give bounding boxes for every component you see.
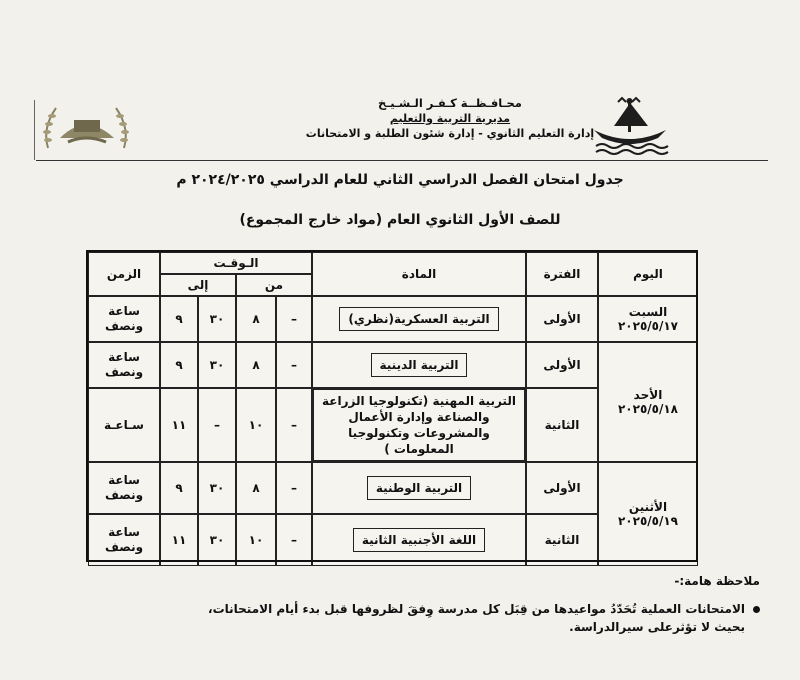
- note-line: بحيث لا تؤثرعلى سيرالدراسة.: [569, 620, 745, 634]
- subject-name: التربية الوطنية: [367, 476, 471, 500]
- table-row: [88, 342, 698, 388]
- header-divider: [36, 160, 768, 161]
- directorate-name: مديرية التربية والتعليم: [389, 112, 511, 125]
- day-name: الأحد: [633, 388, 663, 402]
- header-row-1: [88, 252, 698, 274]
- subject-name: التربية الدينية: [371, 353, 468, 377]
- duration-line: ونصف: [104, 488, 144, 502]
- notes-section: [40, 574, 760, 636]
- header-from: من: [236, 274, 312, 296]
- day-name: السبت: [628, 305, 668, 319]
- from-hour: ٨: [236, 296, 276, 342]
- subject-cell: [312, 514, 526, 566]
- subject-cell: [312, 296, 526, 342]
- duration-line: ونصف: [104, 365, 144, 379]
- from-minute: ٣٠: [198, 462, 236, 514]
- subject-name: التربية العسكرية(نظري): [339, 307, 498, 331]
- duration-line: ساعة: [108, 525, 140, 539]
- to-hour: ١١: [160, 388, 198, 462]
- header-subject: المادة: [312, 252, 526, 296]
- duration-line: ساعة: [108, 350, 140, 364]
- header-time: الـوقـت: [160, 252, 312, 274]
- note-text: [208, 600, 745, 636]
- subject-cell: [312, 342, 526, 388]
- exam-schedule-table: [88, 252, 698, 566]
- header-period: الفترة: [526, 252, 598, 296]
- from-minute: ٣٠: [198, 296, 236, 342]
- period-cell: الثانية: [526, 514, 598, 566]
- subject-cell: [312, 388, 526, 462]
- day-date: ٢٠٢٥/٥/١٨: [617, 402, 679, 416]
- day-cell: [598, 296, 698, 342]
- duration-line: ونصف: [104, 540, 144, 554]
- note-line: الامتحانات العملية تُحَدّدُ مواعيدها من قِبَل كل مدرسة وِفقَ لظروفها قبل بدء أيام الامتحانات،: [208, 602, 745, 616]
- header-left-edge: [34, 100, 35, 160]
- duration-line: سـاعـة: [104, 417, 144, 432]
- header-duration: الزمن: [88, 252, 160, 296]
- period-cell: الأولى: [526, 296, 598, 342]
- day-name: الأثنين: [628, 500, 668, 514]
- subject-name: [313, 389, 525, 461]
- to-hour: ١١: [160, 514, 198, 566]
- from-hour: ١٠: [236, 514, 276, 566]
- governorate-ship-logo-icon: [588, 96, 672, 156]
- day-cell: [598, 462, 698, 566]
- from-hour: ١٠: [236, 388, 276, 462]
- schedule-title: جدول امتحان الفصل الدراسي الثاني للعام الدراسي ٢٠٢٤/٢٠٢٥ م: [176, 172, 624, 188]
- ministry-laurel-logo-icon: [38, 98, 134, 158]
- from-dash: –: [276, 462, 312, 514]
- subject-name: اللغة الأجنبية الثانية: [353, 528, 485, 552]
- header-day: اليوم: [598, 252, 698, 296]
- table-row: [88, 296, 698, 342]
- header-block: [300, 96, 600, 141]
- department-name: إدارة التعليم الثانوي - إدارة شئون الطلبة و الامتحانات: [305, 127, 595, 140]
- from-minute: ٣٠: [198, 514, 236, 566]
- duration-cell: [88, 342, 160, 388]
- note-item: [40, 600, 760, 636]
- duration-line: ساعة: [108, 473, 140, 487]
- subject-line: والمشروعات وتكنولوجيا المعلومات ): [348, 426, 490, 456]
- to-hour: ٩: [160, 342, 198, 388]
- subject-line: التربية المهنية (تكنولوجيا الزراعة: [322, 394, 516, 408]
- duration-line: ونصف: [104, 319, 144, 333]
- to-hour: ٩: [160, 462, 198, 514]
- day-date: ٢٠٢٥/٥/١٩: [617, 514, 679, 528]
- notes-title: ملاحظة هامة:-: [674, 574, 760, 588]
- day-date: ٢٠٢٥/٥/١٧: [617, 319, 679, 333]
- period-cell: الثانية: [526, 388, 598, 462]
- from-hour: ٨: [236, 342, 276, 388]
- duration-cell: [88, 388, 160, 462]
- from-dash: –: [276, 342, 312, 388]
- duration-cell: [88, 514, 160, 566]
- from-minute: –: [198, 388, 236, 462]
- subject-cell: [312, 462, 526, 514]
- from-hour: ٨: [236, 462, 276, 514]
- bullet-icon: [753, 606, 760, 613]
- table-row: [88, 462, 698, 514]
- governorate-name: محـافـظــة كـفـر الـشـيـخ: [378, 96, 522, 110]
- day-cell: [598, 342, 698, 462]
- duration-line: ساعة: [108, 304, 140, 318]
- duration-cell: [88, 462, 160, 514]
- to-hour: ٩: [160, 296, 198, 342]
- period-cell: الأولى: [526, 342, 598, 388]
- subject-line: والصناعة وإدارة الأعمال: [348, 410, 490, 424]
- from-dash: –: [276, 514, 312, 566]
- from-dash: –: [276, 296, 312, 342]
- schedule-subtitle: للصف الأول الثانوي العام (مواد خارج المجموع): [239, 212, 561, 228]
- duration-cell: [88, 296, 160, 342]
- header-to: إلى: [160, 274, 236, 296]
- period-cell: الأولى: [526, 462, 598, 514]
- from-dash: –: [276, 388, 312, 462]
- from-minute: ٣٠: [198, 342, 236, 388]
